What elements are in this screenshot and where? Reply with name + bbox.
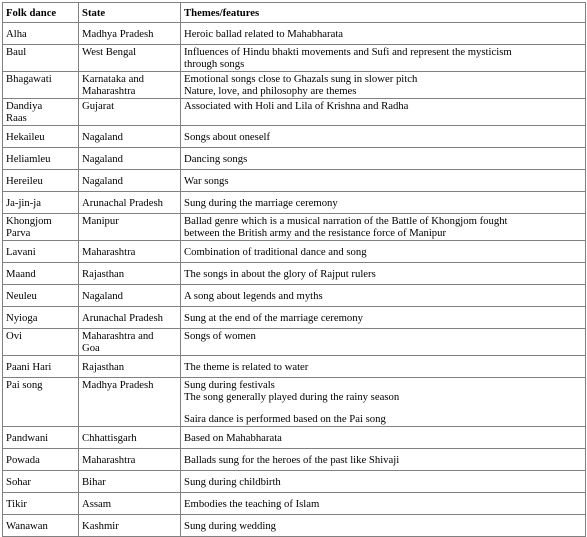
cell-folk-dance	[3, 126, 79, 148]
cell-folk-dance-line: Pai song	[6, 379, 43, 391]
cell-folk-dance-line: Bhagawati	[6, 73, 52, 85]
cell-state-line: Arunachal Pradesh	[82, 197, 164, 209]
cell-state-line: Nagaland	[82, 290, 123, 302]
cell-folk-dance	[3, 148, 79, 170]
cell-state	[79, 241, 181, 263]
cell-state	[79, 23, 181, 45]
cell-themes-features	[181, 241, 586, 263]
cell-folk-dance-line: Lavani	[6, 246, 36, 258]
cell-folk-dance	[3, 263, 79, 285]
cell-folk-dance-line: Hereileu	[6, 175, 43, 187]
cell-themes-features	[181, 99, 586, 126]
cell-state-line: Maharashtra	[82, 85, 136, 97]
cell-folk-dance-line: Sohar	[6, 476, 31, 488]
cell-themes-features-line: between the British army and the resistance force of Manipur	[184, 227, 447, 239]
cell-themes-features	[181, 329, 586, 356]
cell-themes-features	[181, 148, 586, 170]
table-row	[3, 126, 586, 148]
cell-state	[79, 449, 181, 471]
cell-themes-features	[181, 126, 586, 148]
cell-folk-dance	[3, 356, 79, 378]
cell-themes-features-line: Heroic ballad related to Mahabharata	[184, 28, 344, 40]
cell-folk-dance	[3, 427, 79, 449]
cell-folk-dance-line: Nyioga	[6, 312, 38, 324]
cell-themes-features	[181, 356, 586, 378]
cell-state-line: Gujarat	[82, 100, 115, 112]
cell-state	[79, 214, 181, 241]
cell-folk-dance-line: Ja-jin-ja	[6, 197, 42, 209]
cell-themes-features	[181, 45, 586, 72]
cell-folk-dance	[3, 99, 79, 126]
table-row	[3, 23, 586, 45]
cell-themes-features-line: Combination of traditional dance and song	[184, 246, 367, 258]
cell-folk-dance	[3, 493, 79, 515]
cell-folk-dance	[3, 170, 79, 192]
cell-state-line: Manipur	[82, 215, 119, 227]
cell-themes-features-line: Saira dance is performed based on the Pai song	[184, 413, 386, 425]
cell-themes-features-line: The song generally played during the rainy season	[184, 391, 400, 403]
cell-state	[79, 263, 181, 285]
cell-folk-dance-line: Tikir	[6, 498, 27, 510]
cell-state	[79, 329, 181, 356]
cell-state	[79, 148, 181, 170]
cell-themes-features-line: Ballad genre which is a musical narration of the Battle of Khongjom fought	[184, 215, 508, 227]
cell-folk-dance-line: Raas	[6, 112, 27, 124]
cell-themes-features	[181, 449, 586, 471]
cell-state-line: West Bengal	[82, 46, 137, 58]
cell-folk-dance	[3, 214, 79, 241]
cell-folk-dance	[3, 23, 79, 45]
table-row	[3, 471, 586, 493]
cell-themes-features-line: Associated with Holi and Lila of Krishna and Radha	[184, 100, 409, 112]
cell-themes-features-line: Influences of Hindu bhakti movements and Sufi and represent the mysticism	[184, 46, 512, 58]
table-row	[3, 263, 586, 285]
cell-folk-dance-line: Heliamleu	[6, 153, 51, 165]
table-row	[3, 72, 586, 99]
cell-folk-dance	[3, 285, 79, 307]
cell-themes-features-line: A song about legends and myths	[184, 290, 323, 302]
cell-folk-dance	[3, 449, 79, 471]
cell-state	[79, 471, 181, 493]
cell-folk-dance-line: Hekaileu	[6, 131, 45, 143]
cell-themes-features	[181, 214, 586, 241]
cell-themes-features-line: Sung at the end of the marriage ceremony	[184, 312, 363, 324]
cell-themes-features-line: Nature, love, and philosophy are themes	[184, 85, 357, 97]
table-row	[3, 427, 586, 449]
cell-themes-features	[181, 23, 586, 45]
cell-state	[79, 99, 181, 126]
cell-state	[79, 170, 181, 192]
cell-themes-features-line	[184, 403, 582, 413]
table-row	[3, 214, 586, 241]
cell-folk-dance-line: Parva	[6, 227, 31, 239]
cell-themes-features-line: Dancing songs	[184, 153, 248, 165]
cell-themes-features-line: Sung during festivals	[184, 379, 275, 391]
cell-state	[79, 307, 181, 329]
cell-themes-features	[181, 493, 586, 515]
cell-themes-features	[181, 427, 586, 449]
cell-state-line: Karnataka and	[82, 73, 145, 85]
cell-state	[79, 427, 181, 449]
table-header-row	[3, 3, 586, 23]
cell-folk-dance	[3, 378, 79, 427]
cell-folk-dance-line: Neuleu	[6, 290, 37, 302]
cell-state-line: Madhya Pradesh	[82, 28, 154, 40]
cell-themes-features	[181, 307, 586, 329]
cell-themes-features-line: Emotional songs close to Ghazals sung in slower pitch	[184, 73, 418, 85]
table-row	[3, 99, 586, 126]
cell-state	[79, 126, 181, 148]
header-folk-dance: Folk dance	[3, 3, 79, 23]
cell-state-line: Kashmir	[82, 520, 119, 532]
cell-folk-dance-line: Wanawan	[6, 520, 48, 532]
cell-state-line: Assam	[82, 498, 112, 510]
cell-state-line: Goa	[82, 342, 100, 354]
cell-state-line: Bihar	[82, 476, 106, 488]
cell-folk-dance-line: Khongjom	[6, 215, 52, 227]
cell-folk-dance-line: Pandwani	[6, 432, 49, 444]
table-row	[3, 356, 586, 378]
cell-state-line: Maharashtra and	[82, 330, 154, 342]
table-body	[3, 23, 586, 537]
cell-folk-dance-line: Ovi	[6, 330, 23, 342]
table-row	[3, 241, 586, 263]
cell-folk-dance	[3, 471, 79, 493]
cell-folk-dance	[3, 45, 79, 72]
cell-state-line: Nagaland	[82, 153, 123, 165]
cell-state-line: Rajasthan	[82, 268, 125, 280]
cell-state	[79, 285, 181, 307]
folk-dance-table	[2, 2, 586, 537]
cell-themes-features-line: Songs about oneself	[184, 131, 271, 143]
table-row	[3, 307, 586, 329]
table-row	[3, 192, 586, 214]
cell-state	[79, 493, 181, 515]
cell-folk-dance	[3, 515, 79, 537]
cell-folk-dance	[3, 329, 79, 356]
cell-themes-features	[181, 170, 586, 192]
cell-folk-dance	[3, 72, 79, 99]
cell-themes-features	[181, 515, 586, 537]
table-row	[3, 45, 586, 72]
cell-state	[79, 72, 181, 99]
cell-state	[79, 378, 181, 427]
table-row	[3, 515, 586, 537]
cell-themes-features-line: Sung during childbirth	[184, 476, 281, 488]
table-row	[3, 285, 586, 307]
cell-folk-dance	[3, 307, 79, 329]
cell-themes-features-line: Sung during wedding	[184, 520, 277, 532]
cell-folk-dance-line: Powada	[6, 454, 40, 466]
cell-themes-features-line: through songs	[184, 58, 245, 70]
cell-state-line: Nagaland	[82, 175, 123, 187]
cell-themes-features-line: Based on Mahabharata	[184, 432, 282, 444]
cell-state	[79, 515, 181, 537]
cell-state-line: Maharashtra	[82, 246, 136, 258]
cell-themes-features	[181, 72, 586, 99]
header-state: State	[79, 3, 181, 23]
cell-state-line: Rajasthan	[82, 361, 125, 373]
cell-folk-dance-line: Paani Hari	[6, 361, 52, 373]
cell-themes-features-line: War songs	[184, 175, 229, 187]
cell-themes-features-line: The songs in about the glory of Rajput rulers	[184, 268, 376, 280]
cell-folk-dance-line: Dandiya	[6, 100, 43, 112]
table-row	[3, 329, 586, 356]
cell-themes-features-line: Embodies the teaching of Islam	[184, 498, 320, 510]
table-row	[3, 148, 586, 170]
cell-state-line: Maharashtra	[82, 454, 136, 466]
cell-state-line: Nagaland	[82, 131, 123, 143]
cell-state-line: Arunachal Pradesh	[82, 312, 164, 324]
table-row	[3, 493, 586, 515]
cell-themes-features-line: Songs of women	[184, 330, 256, 342]
cell-state	[79, 192, 181, 214]
cell-state	[79, 45, 181, 72]
cell-themes-features	[181, 378, 586, 427]
cell-state-line: Chhattisgarh	[82, 432, 137, 444]
cell-folk-dance-line: Maand	[6, 268, 36, 280]
table-row	[3, 170, 586, 192]
cell-state	[79, 356, 181, 378]
cell-folk-dance	[3, 241, 79, 263]
table-row	[3, 449, 586, 471]
cell-folk-dance-line: Baul	[6, 46, 27, 58]
cell-themes-features	[181, 192, 586, 214]
cell-themes-features	[181, 263, 586, 285]
table-row	[3, 378, 586, 427]
cell-themes-features-line: Ballads sung for the heroes of the past like Shivaji	[184, 454, 400, 466]
cell-state-line: Madhya Pradesh	[82, 379, 154, 391]
cell-themes-features	[181, 471, 586, 493]
header-themes-features: Themes/features	[181, 3, 586, 23]
cell-themes-features	[181, 285, 586, 307]
cell-folk-dance-line: Alha	[6, 28, 27, 40]
cell-themes-features-line: Sung during the marriage ceremony	[184, 197, 338, 209]
cell-themes-features-line: The theme is related to water	[184, 361, 309, 373]
cell-folk-dance	[3, 192, 79, 214]
